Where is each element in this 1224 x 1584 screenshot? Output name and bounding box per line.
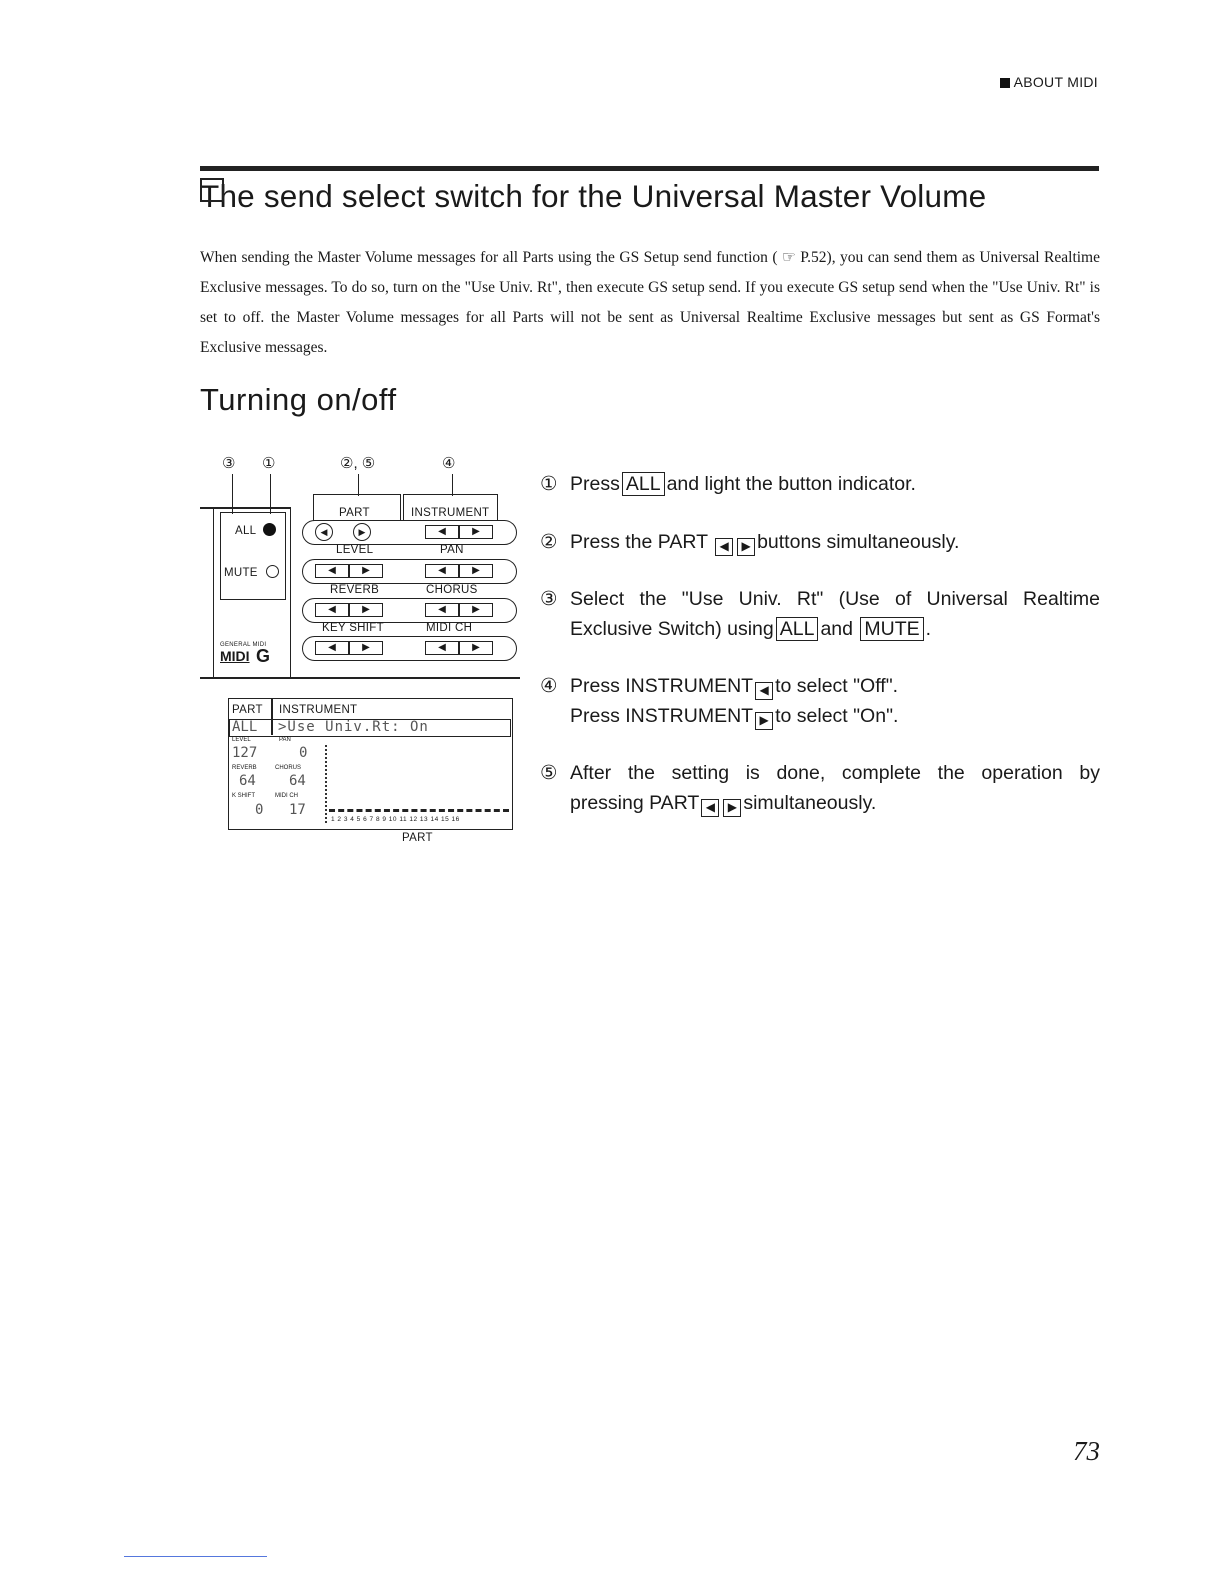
section-title-text: The send select switch for the Universal Master Volume bbox=[200, 178, 987, 214]
lcd-keyshift-value: 0 bbox=[255, 802, 264, 818]
level-pan-buttons bbox=[302, 559, 517, 584]
lcd-part-numbers: 1 2 3 4 5 6 7 8 9 10 11 12 13 14 15 16 bbox=[331, 816, 460, 823]
right-arrow-key-icon: ▶ bbox=[737, 538, 755, 556]
callout-4: ④ bbox=[442, 455, 456, 472]
step-2-number: ② bbox=[540, 531, 558, 553]
all-indicator-icon[interactable] bbox=[263, 523, 276, 536]
bullet-square-icon bbox=[1000, 78, 1010, 88]
lcd-top-row bbox=[229, 719, 511, 737]
running-header bbox=[1000, 74, 1098, 90]
lcd-reverb-label: REVERB bbox=[232, 765, 257, 771]
footer-line bbox=[124, 1556, 267, 1557]
keyshift-midich-buttons bbox=[302, 636, 517, 661]
keyshift-right-button[interactable]: ▶ bbox=[349, 641, 383, 655]
left-arrow-key-icon: ◀ bbox=[715, 538, 733, 556]
left-arrow-key-icon: ◀ bbox=[755, 682, 773, 700]
step-2-text-post: buttons simultaneously. bbox=[757, 531, 960, 553]
lcd-level-value: 127 bbox=[232, 745, 258, 761]
mute-indicator-icon[interactable] bbox=[266, 565, 279, 578]
level-label: LEVEL bbox=[336, 544, 374, 556]
intro-text: When sending the Master Volume messages for all Parts using the GS Setup send function ( ☞ P.52), you can send them as Universal Realtime Exclusive messages. To do so, turn on the "Use Univ. Rt", then execute GS setup send. If you execute GS setup send when the "Use Univ. Rt" is set to off. the Master Volume messages for all Parts will not be sent as Universal Realtime Exclusive messages but sent as GS Format's Exclusive messages. bbox=[200, 249, 1100, 356]
reverb-chorus-buttons bbox=[302, 598, 517, 623]
page-number: 73 bbox=[1073, 1436, 1100, 1466]
right-arrow-key-icon: ▶ bbox=[755, 712, 773, 730]
lcd-chorus-value: 64 bbox=[289, 773, 306, 789]
lcd-part-label: PART bbox=[232, 704, 263, 716]
step-3-number: ③ bbox=[540, 588, 558, 610]
instrument-header-label: INSTRUMENT bbox=[411, 507, 490, 519]
lcd-level-label: LEVEL bbox=[232, 737, 251, 743]
pan-label: PAN bbox=[440, 544, 464, 556]
step-5-line-1: After the setting is done, complete the operation by bbox=[570, 762, 1100, 784]
lcd-display bbox=[228, 698, 513, 830]
all-key-2: ALL bbox=[776, 617, 819, 641]
chorus-label: CHORUS bbox=[426, 584, 478, 596]
step-3-and: and bbox=[820, 618, 853, 640]
lcd-reverb-value: 64 bbox=[239, 773, 256, 789]
step-3-line-2-pre: Exclusive Switch) using bbox=[570, 618, 774, 640]
left-arrow-key-icon: ◀ bbox=[701, 799, 719, 817]
callout-2-5: ②, ⑤ bbox=[340, 455, 376, 472]
lcd-keyshift-label: K SHIFT bbox=[232, 793, 256, 799]
subheading: Turning on/off bbox=[200, 382, 397, 417]
reverb-label: REVERB bbox=[330, 584, 380, 596]
step-1-number: ① bbox=[540, 473, 558, 495]
mute-label: MUTE bbox=[224, 567, 258, 579]
pan-right-button[interactable]: ▶ bbox=[459, 564, 493, 578]
step-2-text-pre: Press the PART bbox=[570, 531, 708, 553]
instrument-right-button[interactable]: ▶ bbox=[459, 525, 493, 539]
midi-logo-icon: MIDI bbox=[220, 648, 250, 664]
step-1-text-post: and light the button indicator. bbox=[666, 473, 916, 495]
part-header-label: PART bbox=[339, 507, 370, 519]
lcd-row-part: ALL bbox=[232, 719, 258, 735]
step-4-line-1-pre: Press INSTRUMENT bbox=[570, 675, 754, 697]
step-4-line-2-post: to select "On". bbox=[775, 705, 899, 727]
callout-3: ③ bbox=[222, 455, 236, 472]
lcd-instrument-label: INSTRUMENT bbox=[279, 704, 358, 716]
all-key: ALL bbox=[622, 472, 665, 496]
chorus-left-button[interactable]: ◀ bbox=[425, 603, 459, 617]
lcd-row-text: >Use Univ.Rt: On bbox=[278, 719, 429, 735]
lcd-chorus-label: CHORUS bbox=[275, 765, 302, 771]
reverb-left-button[interactable]: ◀ bbox=[315, 603, 349, 617]
general-midi-logo-caption: GENERAL MIDI bbox=[220, 642, 267, 648]
step-1-text-pre: Press bbox=[570, 473, 620, 495]
lcd-pan-label: PAN bbox=[279, 737, 291, 743]
level-right-button[interactable]: ▶ bbox=[349, 564, 383, 578]
step-3-line-1: Select the "Use Univ. Rt" (Use of Universal Realtime bbox=[570, 588, 1100, 610]
lcd-midich-label: MIDI CH bbox=[275, 793, 298, 799]
step-3-line-2-post: . bbox=[925, 618, 932, 640]
chorus-right-button[interactable]: ▶ bbox=[459, 603, 493, 617]
panel-diagram bbox=[0, 0, 540, 860]
part-right-button[interactable]: ▶ bbox=[353, 523, 371, 541]
callout-1: ① bbox=[262, 455, 276, 472]
lcd-bottom-part-label: PART bbox=[402, 832, 433, 844]
mute-key: MUTE bbox=[860, 617, 923, 641]
part-header-box bbox=[313, 494, 401, 521]
step-4-number: ④ bbox=[540, 675, 558, 697]
lcd-divider bbox=[325, 745, 327, 823]
all-label: ALL bbox=[235, 525, 257, 537]
lcd-midich-value: 17 bbox=[289, 802, 306, 818]
instrument-header-box bbox=[403, 494, 498, 521]
lcd-part-bars bbox=[329, 809, 509, 812]
part-instrument-buttons bbox=[302, 520, 517, 545]
gs-logo-icon: G bbox=[256, 646, 271, 666]
step-5-line-2-post: simultaneously. bbox=[743, 792, 877, 814]
all-mute-box bbox=[220, 512, 286, 600]
step-4-line-1-post: to select "Off". bbox=[775, 675, 899, 697]
pan-left-button[interactable]: ◀ bbox=[425, 564, 459, 578]
part-left-button[interactable]: ◀ bbox=[315, 523, 333, 541]
step-5-number: ⑤ bbox=[540, 762, 558, 784]
midich-right-button[interactable]: ▶ bbox=[459, 641, 493, 655]
instrument-left-button[interactable]: ◀ bbox=[425, 525, 459, 539]
keyshift-left-button[interactable]: ◀ bbox=[315, 641, 349, 655]
lcd-pan-value: 0 bbox=[299, 745, 308, 761]
step-5-line-2-pre: pressing PART bbox=[570, 792, 700, 814]
reverb-right-button[interactable]: ▶ bbox=[349, 603, 383, 617]
level-left-button[interactable]: ◀ bbox=[315, 564, 349, 578]
midich-left-button[interactable]: ◀ bbox=[425, 641, 459, 655]
right-arrow-key-icon: ▶ bbox=[723, 799, 741, 817]
section-name: ABOUT MIDI bbox=[1013, 74, 1098, 90]
step-4-line-2-pre: Press INSTRUMENT bbox=[570, 705, 754, 727]
key-shift-label: KEY SHIFT bbox=[322, 622, 384, 634]
midi-ch-label: MIDI CH bbox=[426, 622, 473, 634]
